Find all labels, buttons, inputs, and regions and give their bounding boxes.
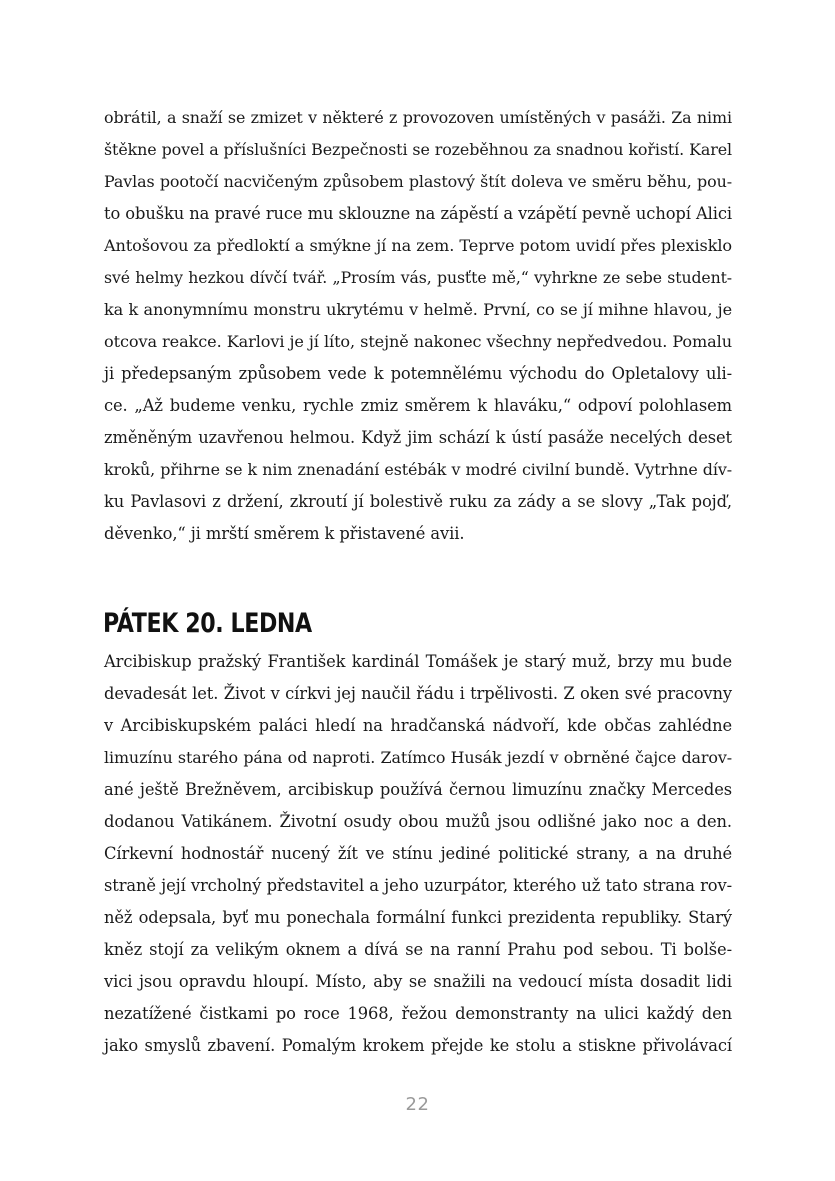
text-line: ce. „Až budeme venku, rychle zmiz směrem k hlaváku,“ odpoví polohlasem: [104, 396, 732, 415]
text-line: devadesát let. Život v církvi jej naučil řádu i trpělivosti. Z oken své pracovny: [104, 684, 732, 703]
text-line: ané ještě Brežněvem, arcibiskup používá černou limuzínu značky Mercedes: [104, 780, 732, 799]
page-number: 22: [405, 1094, 430, 1115]
text-line: otcova reakce. Karlovi je jí líto, stejně nakonec všechny nepředvedou. Pomalu: [104, 332, 732, 351]
text-line: to obušku na pravé ruce mu sklouzne na zápěstí a vzápětí pevně uchopí Alici: [104, 204, 732, 223]
text-line: dodanou Vatikánem. Životní osudy obou mužů jsou odlišné jako noc a den.: [104, 812, 732, 831]
text-line: své helmy hezkou dívčí tvář. „Prosím vás, pusťte mě,“ vyhrkne ze sebe student-: [104, 268, 732, 287]
text-line: ku Pavlasovi z držení, zkroutí jí bolestivě ruku za zády a se slovy „Tak pojď,: [104, 492, 732, 511]
text-line: jako smyslů zbavení. Pomalým krokem přejde ke stolu a stiskne přivolávací: [104, 1036, 732, 1055]
text-line: něž odepsala, byť mu ponechala formální funkci prezidenta republiky. Starý: [104, 908, 732, 927]
text-line: ji předepsaným způsobem vede k potemnělému východu do Opletalovy uli-: [104, 364, 732, 383]
text-line: Arcibiskup pražský František kardinál Tomášek je starý muž, brzy mu bude: [104, 652, 732, 671]
text-line: Pavlas pootočí nacvičeným způsobem plastový štít doleva ve směru běhu, pou-: [104, 172, 732, 191]
text-line: kroků, přihrne se k nim znenadání estébák v modré civilní bundě. Vytrhne dív-: [104, 460, 732, 479]
text-line: Církevní hodnostář nucený žít ve stínu jediné politické strany, a na druhé: [104, 844, 732, 863]
text-line: straně její vrcholný představitel a jeho uzurpátor, kterého už tato strana rov-: [104, 876, 732, 895]
text-line: nezatížené čistkami po roce 1968, řežou demonstranty na ulici každý den: [104, 1004, 732, 1023]
text-line: změněným uzavřenou helmou. Když jim schází k ústí pasáže necelých deset: [104, 428, 732, 447]
text-line: děvenko,“ ji mrští směrem k přistavené avii.: [104, 524, 465, 543]
text-line: štěkne povel a příslušníci Bezpečnosti se rozeběhnou za snadnou kořistí. Karel: [104, 140, 732, 159]
text-line: obrátil, a snaží se zmizet v některé z provozoven umístěných v pasáži. Za nimi: [104, 108, 732, 127]
text-line: v Arcibiskupském paláci hledí na hradčanská nádvoří, kde občas zahlédne: [104, 716, 732, 735]
text-line: kněz stojí za velikým oknem a dívá se na ranní Prahu pod sebou. Ti bolše-: [104, 940, 732, 959]
text-line: limuzínu starého pána od naproti. Zatímco Husák jezdí v obrněné čajce darov-: [104, 748, 732, 767]
section-heading: PÁTEK 20. LEDNA: [103, 608, 312, 639]
text-line: Antošovou za předloktí a smýkne jí na zem. Teprve potom uvidí přes plexisklo: [104, 236, 732, 255]
text-line: vici jsou opravdu hloupí. Místo, aby se snažili na vedoucí místa dosadit lidi: [104, 972, 732, 991]
text-line: ka k anonymnímu monstru ukrytému v helmě. První, co se jí mihne hlavou, je: [104, 300, 732, 319]
